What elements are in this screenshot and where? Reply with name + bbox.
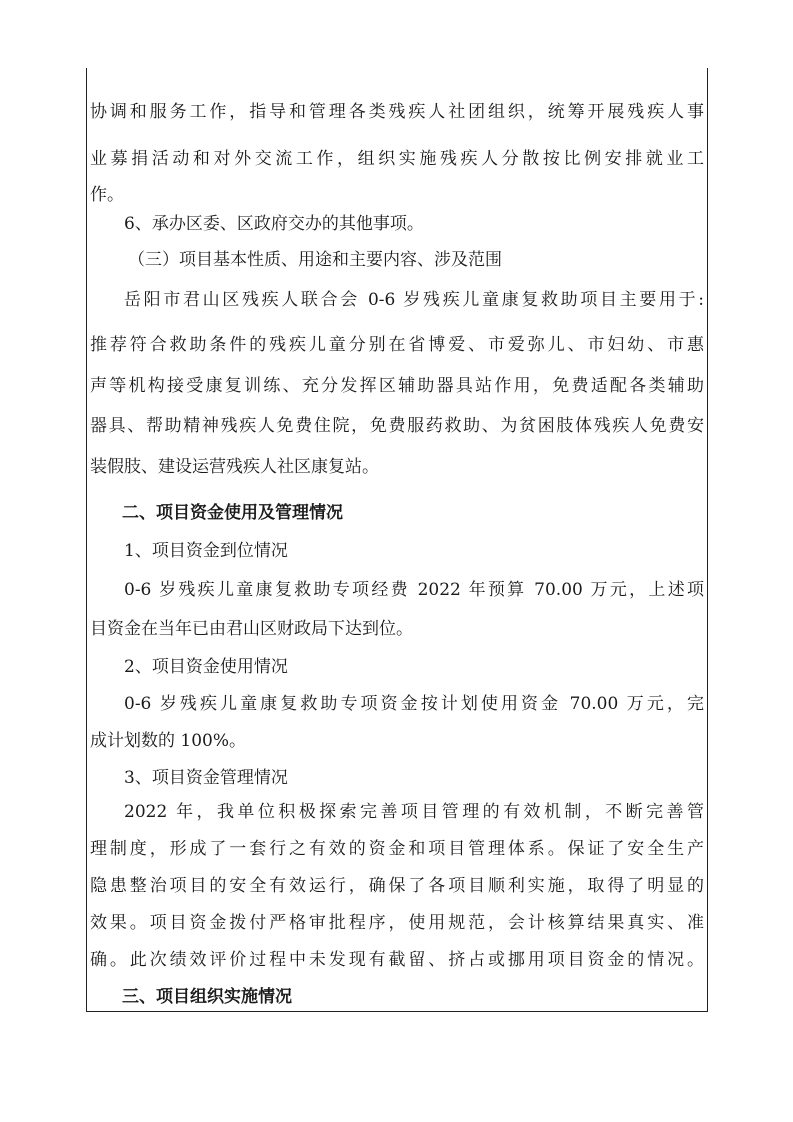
paragraph-line: 确。此次绩效评价过程中未发现有截留、挤占或挪用项目资金的情况。 <box>90 950 704 970</box>
paragraph-line: 效果。项目资金拨付严格审批程序，使用规范，会计核算结果真实、准 <box>90 913 704 933</box>
paragraph-line: 器具、帮助精神残疾人免费住院，免费服药救助、为贫困肢体残疾人免费安 <box>90 416 704 436</box>
paragraph-line: 0-6 岁残疾儿童康复救助专项资金按计划使用资金 70.00 万元，完 <box>124 694 704 714</box>
section-heading: 三、项目组织实施情况 <box>122 987 292 1007</box>
paragraph-line: 声等机构接受康复训练、充分发挥区辅助器具站作用，免费适配各类辅助 <box>90 376 704 396</box>
paragraph-line: 岳阳市君山区残疾人联合会 0-6 岁残疾儿童康复救助项目主要用于: <box>124 290 704 310</box>
paragraph-line: 0-6 岁残疾儿童康复救助专项经费 2022 年预算 70.00 万元，上述项 <box>124 580 704 600</box>
paragraph-line: 2022 年，我单位积极探索完善项目管理的有效机制，不断完善管 <box>124 802 704 822</box>
section-heading: 二、项目资金使用及管理情况 <box>122 503 343 523</box>
paragraph-line: 作。 <box>90 185 124 205</box>
paragraph-line: 业募捐活动和对外交流工作，组织实施残疾人分散按比例安排就业工 <box>90 149 704 169</box>
paragraph-line: 理制度，形成了一套行之有效的资金和项目管理体系。保证了安全生产 <box>90 839 704 859</box>
paragraph-line: 成计划数的 100%。 <box>90 731 247 751</box>
subsection-heading: 3、项目资金管理情况 <box>124 768 288 788</box>
paragraph-line: 隐患整治项目的安全有效运行，确保了各项目顺利实施，取得了明显的 <box>90 876 704 896</box>
list-item: 6、承办区委、区政府交办的其他事项。 <box>124 214 424 234</box>
paragraph-line: 推荐符合救助条件的残疾儿童分别在省博爱、市爱弥儿、市妇幼、市惠 <box>90 335 704 355</box>
paragraph-line: 协调和服务工作，指导和管理各类残疾人社团组织，统筹开展残疾人事 <box>90 102 704 122</box>
section-subheading: （三）项目基本性质、用途和主要内容、涉及范围 <box>128 250 502 270</box>
paragraph-line: 目资金在当年已由君山区财政局下达到位。 <box>90 619 413 639</box>
subsection-heading: 2、项目资金使用情况 <box>124 657 288 677</box>
subsection-heading: 1、项目资金到位情况 <box>124 541 288 561</box>
paragraph-line: 装假肢、建设运营残疾人社区康复站。 <box>90 457 379 477</box>
